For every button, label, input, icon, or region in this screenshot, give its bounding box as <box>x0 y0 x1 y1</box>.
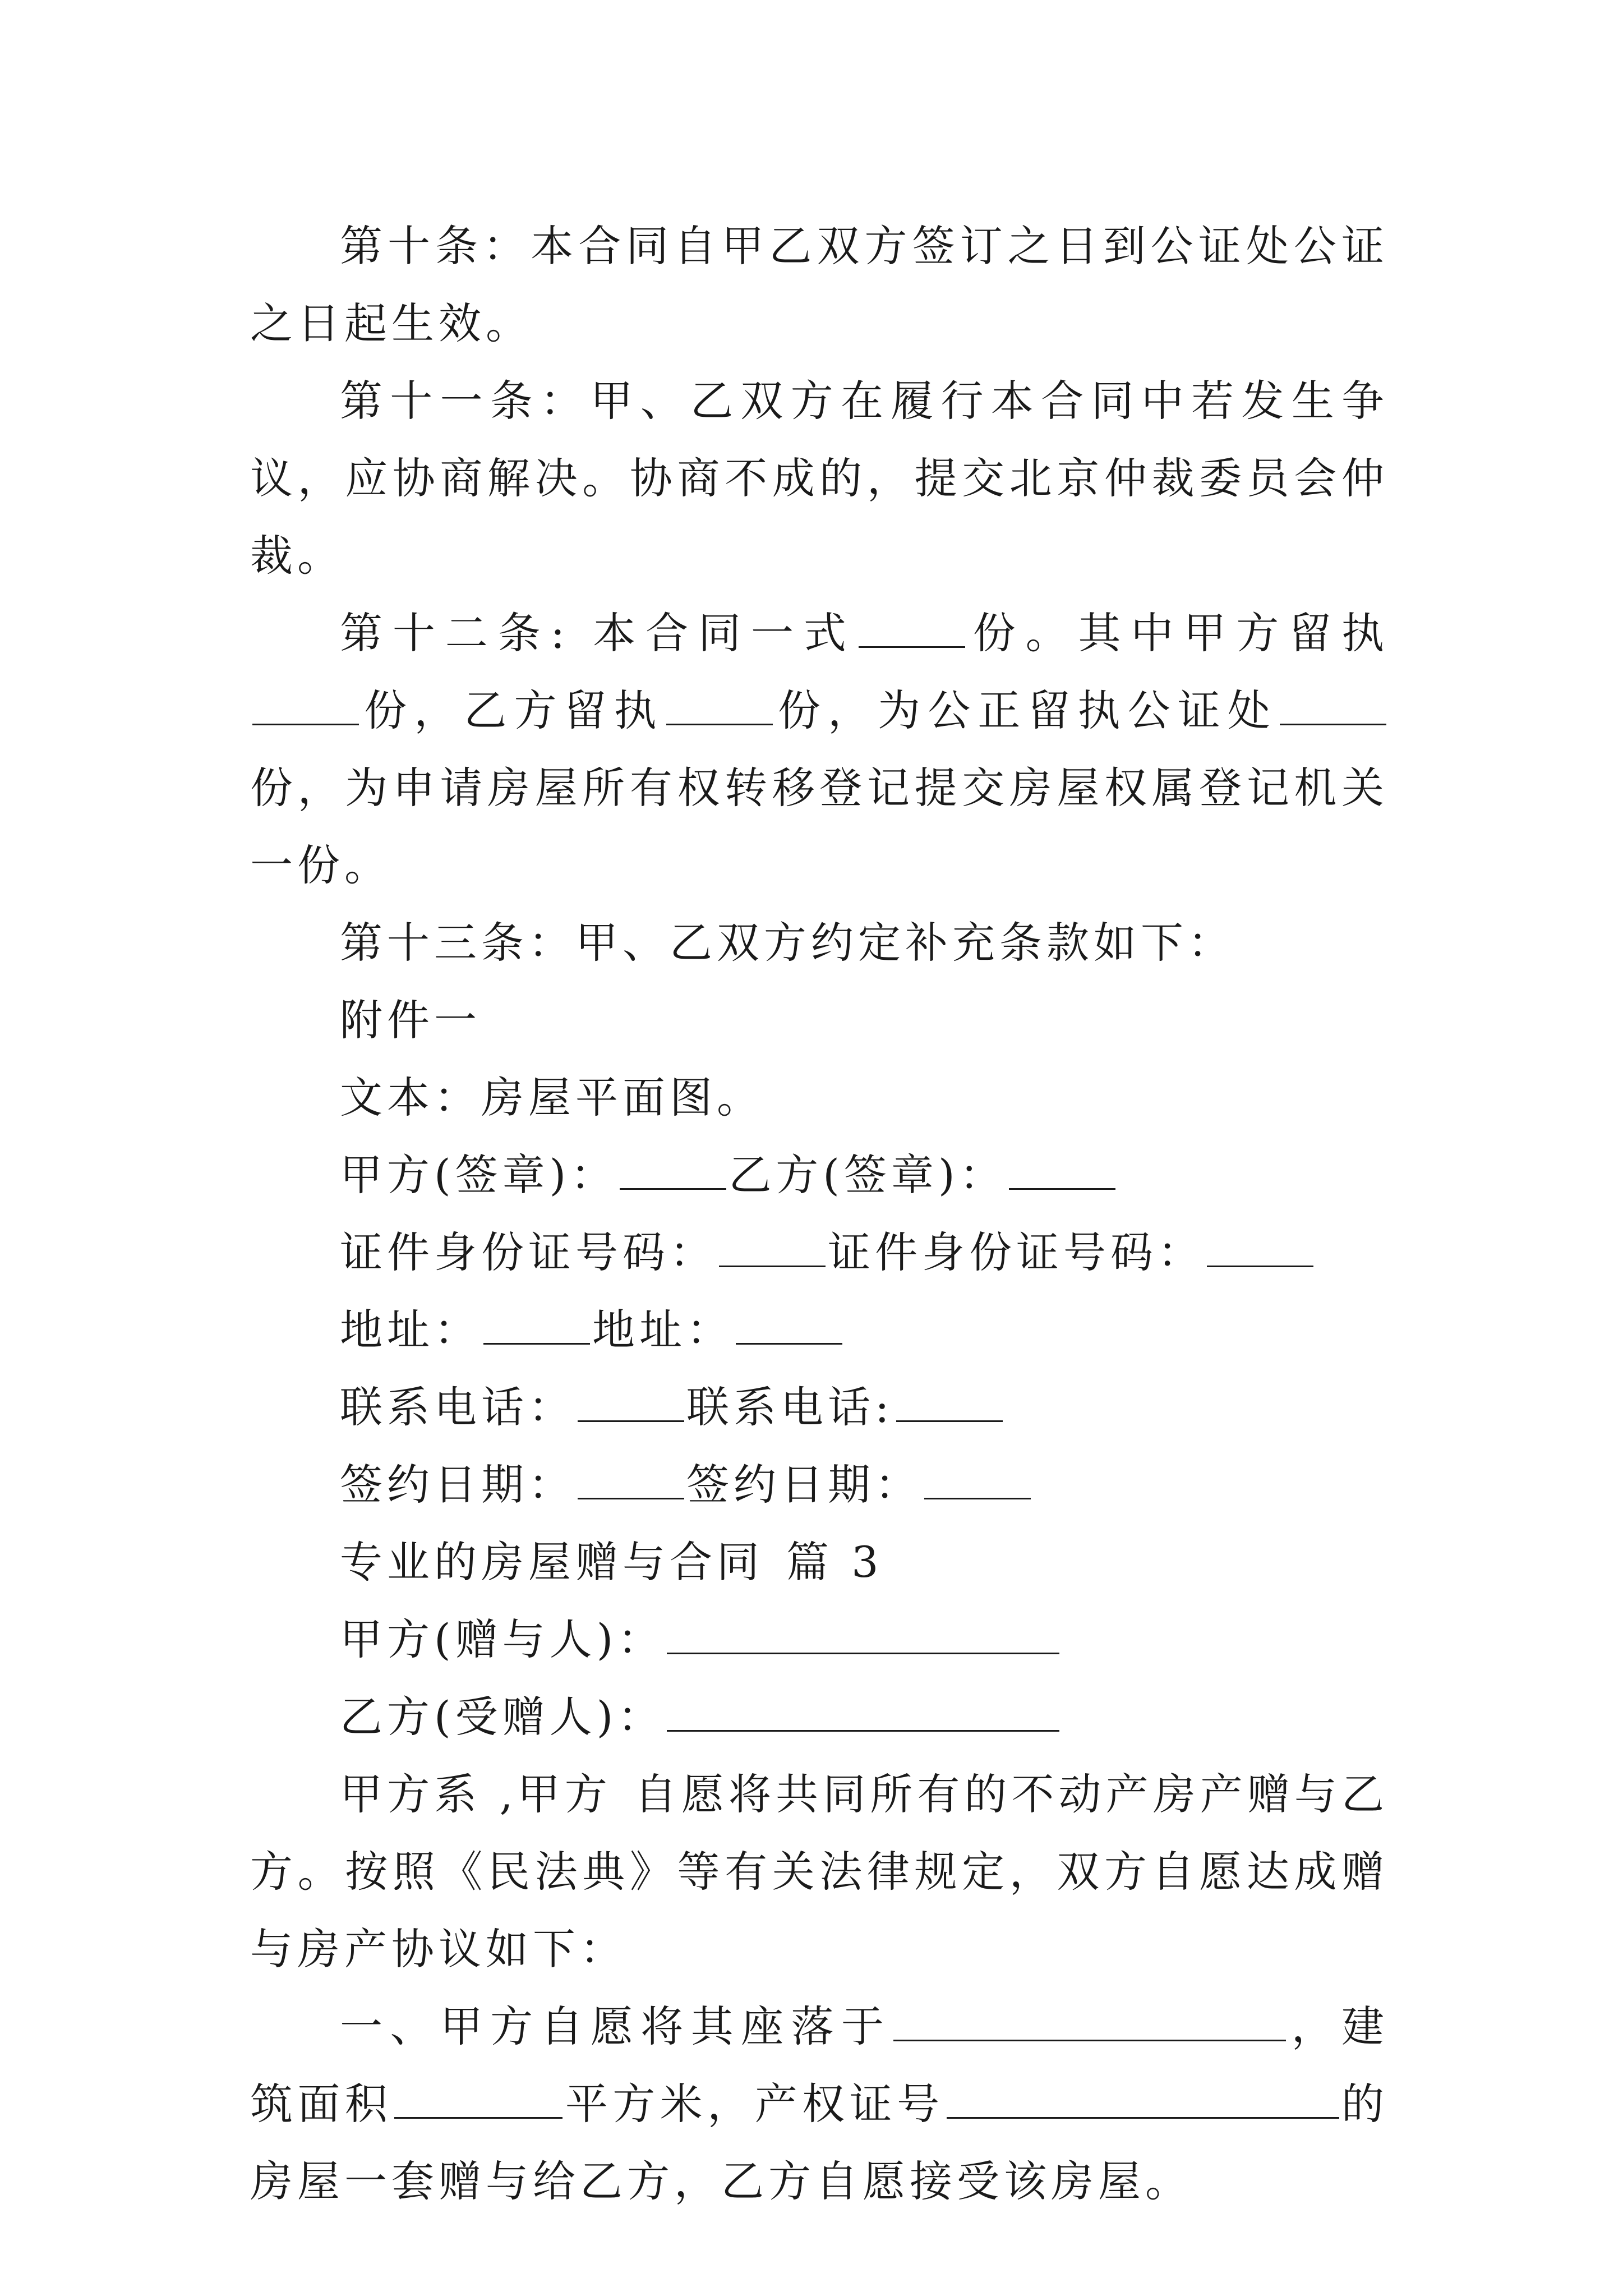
article-11-text: 第十一条：甲、乙双方在履行本合同中若发生争议，应协商解决。协商不成的，提交北京仲裁委员会仲裁。 <box>250 376 1389 581</box>
party-b-date-label: 签约日期： <box>686 1460 922 1510</box>
donee-blank <box>667 1691 1059 1732</box>
donor-row <box>250 1601 1389 1678</box>
article-13-text: 第十三条：甲、乙双方约定补充条款如下： <box>340 918 1235 968</box>
clause-1-part4: 的房屋一套赠与给乙方，乙方自愿接受该房屋。 <box>250 2079 1389 2206</box>
area-blank <box>394 2078 562 2119</box>
article-10-text: 第十条：本合同自甲乙双方签订之日到公证处公证之日起生效。 <box>250 221 1389 348</box>
party-a-address-blank <box>483 1304 590 1345</box>
party-b-id-blank <box>1207 1226 1313 1267</box>
clause-1-part1: 一、甲方自愿将其座落于 <box>340 2001 892 2051</box>
signature-seal-row <box>250 1137 1389 1214</box>
section-3-title: 专业的房屋赠与合同 <box>340 1537 764 1587</box>
section-3-heading <box>250 1524 1389 1601</box>
copies-party-b-blank <box>666 684 773 725</box>
attachment-text-value: 文本：房屋平面图。 <box>340 1073 764 1122</box>
intro-part2: 自愿将共同所有的不动产房产赠与乙方。按照《民法典》等有关法律规定，双方自愿达成赠与房产协议如下： <box>250 1769 1389 1974</box>
signature-date-row <box>250 1446 1389 1524</box>
copies-notary-blank <box>1280 684 1386 725</box>
donee-label: 乙方(受赠人)： <box>340 1692 665 1742</box>
section-3-label: 篇 3 <box>786 1537 883 1587</box>
party-b-date-blank <box>924 1458 1031 1499</box>
party-b-seal-blank <box>1009 1149 1115 1190</box>
party-b-phone-label: 联系电话: <box>686 1382 894 1432</box>
attachment-title-text: 附件一 <box>340 995 481 1045</box>
party-a-phone-label: 联系电话： <box>340 1382 575 1432</box>
party-a-id-label: 证件身份证号码： <box>340 1227 717 1277</box>
article-12-part5: 份，为申请房屋所有权转移登记提交房屋权属登记机关一份。 <box>250 763 1389 890</box>
location-blank <box>893 2000 1286 2041</box>
party-a-phone-blank <box>578 1381 684 1422</box>
article-12-part1: 第十二条: 本合同一式 <box>340 608 856 658</box>
donee-row <box>250 1678 1389 1756</box>
signature-address-row <box>250 1291 1389 1369</box>
party-a-address-label: 地址： <box>340 1305 481 1355</box>
article-12-part3: 份，乙方留执 <box>361 685 664 735</box>
intro-paragraph <box>250 1756 1389 1988</box>
party-a-id-blank <box>719 1226 826 1267</box>
article-12-part4: 份，为公正留执公证处 <box>774 685 1278 735</box>
party-a-seal-label: 甲方(签章)： <box>340 1150 618 1200</box>
signature-phone-row <box>250 1369 1389 1446</box>
clause-1-part2: ，建筑面积 <box>250 2001 1389 2129</box>
party-a-seal-blank <box>620 1149 726 1190</box>
article-13 <box>250 904 1389 982</box>
signature-id-row <box>250 1214 1389 1291</box>
document-body <box>250 208 1389 2220</box>
donor-blank <box>667 1613 1059 1654</box>
party-b-seal-label: 乙方(签章)： <box>728 1150 1007 1200</box>
article-10 <box>250 208 1389 362</box>
party-b-address-label: 地址： <box>592 1305 734 1355</box>
donor-label: 甲方(赠与人)： <box>340 1614 665 1664</box>
intro-part1: 甲方系 ,甲方 <box>340 1769 612 1819</box>
party-a-date-label: 签约日期： <box>340 1460 575 1510</box>
party-b-id-label: 证件身份证号码： <box>828 1227 1205 1277</box>
copies-total-blank <box>859 607 965 648</box>
article-12-part2: 份。其中甲方留执 <box>967 608 1389 658</box>
certificate-blank <box>947 2078 1339 2119</box>
party-b-phone-blank <box>896 1381 1003 1422</box>
party-b-address-blank <box>736 1304 842 1345</box>
article-12 <box>250 595 1389 904</box>
attachment-title <box>250 982 1389 1059</box>
party-a-date-blank <box>578 1458 684 1499</box>
clause-1 <box>250 1988 1389 2220</box>
copies-party-a-blank <box>252 684 359 725</box>
article-11 <box>250 362 1389 595</box>
clause-1-part3: 平方米，产权证号 <box>565 2079 944 2129</box>
attachment-text <box>250 1059 1389 1137</box>
